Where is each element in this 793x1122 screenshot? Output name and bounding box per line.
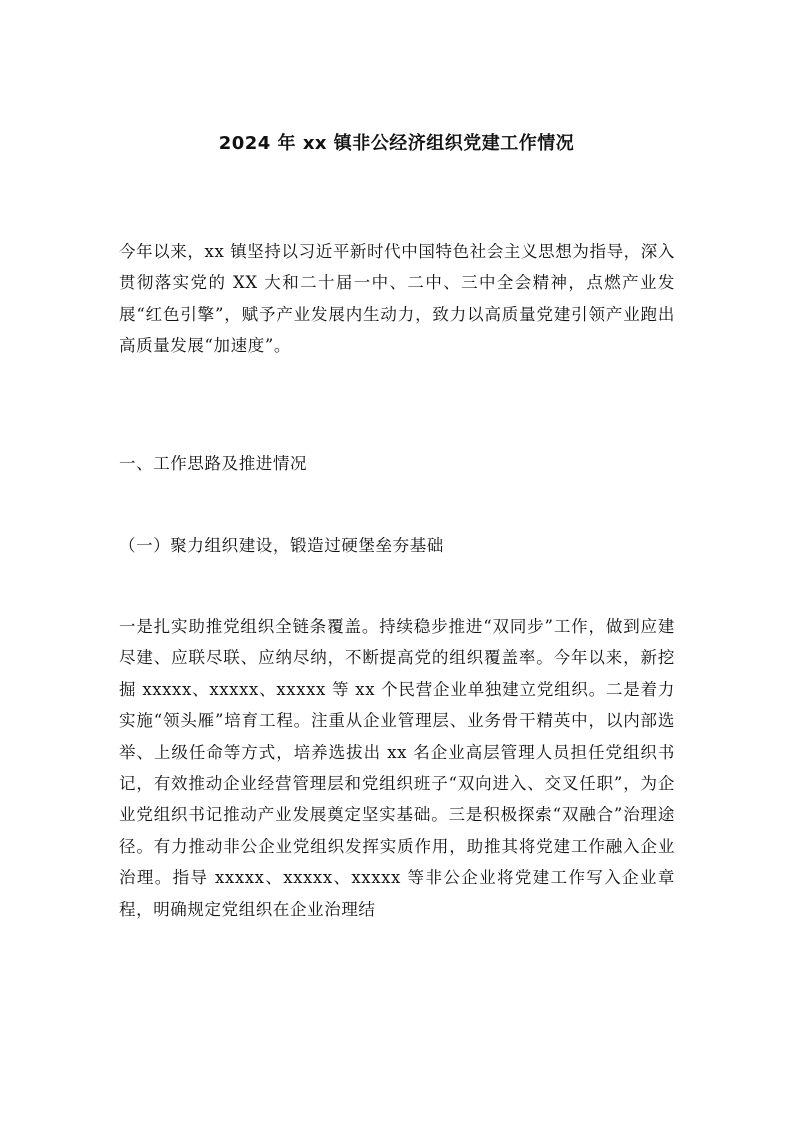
section-heading: 一、工作思路及推进情况	[119, 454, 308, 473]
subsection-heading: （一）聚力组织建设，锻造过硬堡垒夯基础	[119, 536, 444, 555]
body-paragraph: 一是扎实助推党组织全链条覆盖。持续稳步推进“双同步”工作，做到应建尽建、应联尽联、应纳尽纳，不断提高党的组织覆盖率。今年以来，新挖掘 xxxxx、xxxxx、xxxxx 等 xx 个民营企业单独建立党组织。二是着力实施“领头雁”培育工程。注重从企业管理层、业务骨干精英中，以内部选举、上级任命等方式，培养选拔出 xx 名企业高层管理人员担任党组织书记，有效推动企业经营管理层和党组织班子“双向进入、交叉任职”，为企业党组织书记推动产业发展奠定坚实基础。三是积极探索“双融合”治理途径。有力推动非公企业党组织发挥实质作用，助推其将党建工作融入企业治理。指导 xxxxx、xxxxx、xxxxx 等非公企业将党建工作写入企业章程，明确规定党组织在企业治理结	[119, 617, 675, 919]
document-title: 2024 年 xx 镇非公经济组织党建工作情况	[218, 133, 575, 154]
intro-paragraph: 今年以来，xx 镇坚持以习近平新时代中国特色社会主义思想为指导，深入贯彻落实党的 XX 大和二十届一中、二中、三中全会精神，点燃产业发展“红色引擎”，赋予产业发展内生动力，致力以高质量党建引领产业跑出高质量发展“加速度”。	[119, 242, 675, 356]
